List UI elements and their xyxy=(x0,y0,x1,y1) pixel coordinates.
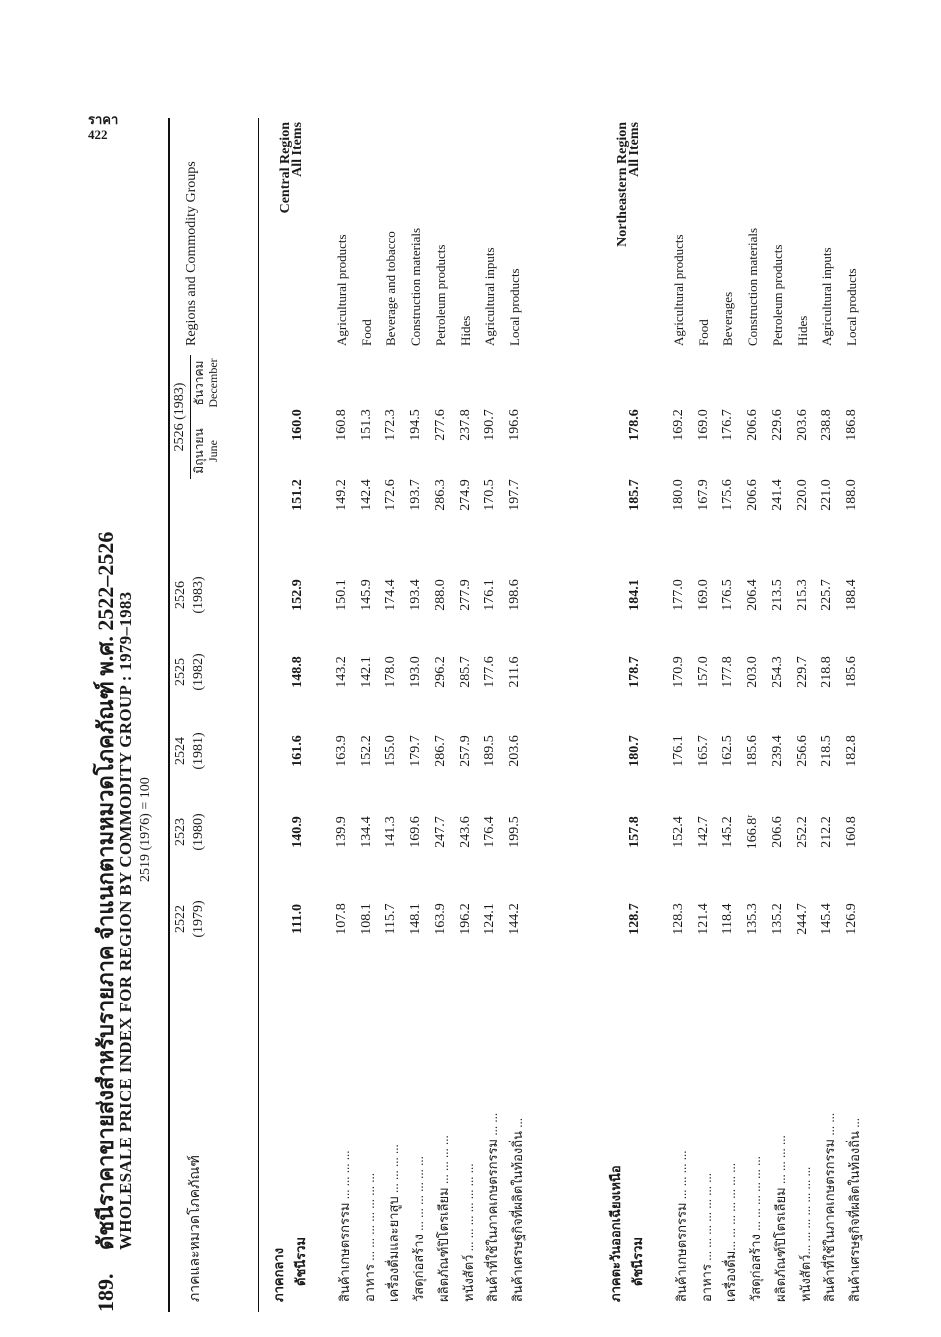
table-cell: 196.6 xyxy=(506,409,522,441)
table-cell: 115.7 xyxy=(383,903,399,935)
table-cell: 203.0 xyxy=(745,656,761,688)
table-cell: 199.5 xyxy=(506,816,522,848)
table-cell: 206.4 xyxy=(745,579,761,611)
table-cell: 155.0 xyxy=(383,735,399,767)
table-cell: 206.6 xyxy=(745,409,761,441)
header-top-rule xyxy=(168,118,170,1312)
december-header: ธันวาคม December xyxy=(192,358,220,408)
commodity-label-english: Construction materials xyxy=(745,227,761,346)
table-cell: 180.0 xyxy=(671,479,686,511)
table-cell: 151.3 xyxy=(358,409,374,441)
table-cell: 193.4 xyxy=(408,579,424,611)
page-label: ราคา xyxy=(88,112,119,127)
table-cell: 274.9 xyxy=(457,479,473,511)
table-cell: 218.8 xyxy=(819,656,835,688)
table-cell: 221.0 xyxy=(819,479,835,511)
table-cell: 198.6 xyxy=(506,579,522,611)
region-name-thai: ภาคกลาง xyxy=(271,1247,286,1302)
table-cell: 172.3 xyxy=(383,409,399,441)
table-cell: 148.8 xyxy=(290,656,305,688)
commodity-label-thai: สินค้าเกษตรกรรม ... ... ... ... xyxy=(337,1150,352,1302)
header-left: ภาคและหมวดโภคภัณฑ์ xyxy=(188,1155,203,1302)
table-cell: 128.3 xyxy=(671,903,686,935)
table-cell: 124.1 xyxy=(482,903,498,935)
table-cell: 167.9 xyxy=(695,479,711,511)
all-items-label-thai: ดัชนีรวม xyxy=(293,1236,308,1286)
table-cell: 169.0 xyxy=(695,579,711,611)
commodity-label-thai: ผลิตภัณฑ์ปิโตรเลียม ... ... ... ... xyxy=(435,1135,451,1302)
table-cell: 185.6 xyxy=(843,656,859,688)
table-cell: 193.0 xyxy=(408,656,424,688)
table-cell: 142.7 xyxy=(695,816,711,848)
table-cell: 162.5 xyxy=(720,735,736,767)
table-cell: 170.5 xyxy=(482,479,498,511)
table-cell: 213.5 xyxy=(769,579,785,611)
table-cell: 142.1 xyxy=(358,656,374,688)
table-cell: 238.8 xyxy=(819,409,835,441)
commodity-label-english: Local products xyxy=(506,268,522,346)
table-cell: 169.2 xyxy=(671,409,686,441)
table-cell: 152.9 xyxy=(290,579,305,611)
table-cell: 197.7 xyxy=(506,479,522,511)
table-cell: 288.0 xyxy=(432,579,448,611)
commodity-label-english: Petroleum products xyxy=(432,244,448,346)
table-cell: 165.7 xyxy=(695,735,711,767)
june-header: มิถุนายน June xyxy=(192,428,220,474)
commodity-label-english: Hides xyxy=(794,315,810,346)
table-cell: 286.7 xyxy=(432,735,448,767)
commodity-label-thai: สินค้าเศรษฐกิจที่ผลิตในท้องถิ่น ... xyxy=(509,1117,525,1302)
year-header: 2526 (1983) xyxy=(173,576,206,614)
table-cell: 145.2 xyxy=(720,816,736,848)
table-cell: 160.8 xyxy=(843,816,859,848)
table-cell: 175.6 xyxy=(720,479,736,511)
commodity-label-thai: เครื่องดื่มและยาสูบ ... ... ... ... xyxy=(386,1144,402,1302)
table-title-thai: 189.ดัชนีราคาขายส่งสำหรับรายภาค จำแนกตามหมวดโภคภัณฑ์ พ.ศ. 2522–2526 xyxy=(93,531,118,1312)
commodity-label-thai: สินค้าเกษตรกรรม ... ... ... ... xyxy=(674,1150,689,1302)
table-cell: 185.7 xyxy=(627,479,642,511)
table-cell: 160.8 xyxy=(334,409,349,441)
table-cell: 140.9 xyxy=(290,816,305,848)
table-cell: 143.2 xyxy=(334,656,349,688)
table-cell: 179.7 xyxy=(408,735,424,767)
commodity-label-english: Agricultural inputs xyxy=(482,247,498,346)
commodity-label-english: Local products xyxy=(843,268,859,346)
table-cell: 188.4 xyxy=(843,579,859,611)
table-cell: 144.2 xyxy=(506,903,522,935)
table-cell: 111.0 xyxy=(290,904,305,934)
commodity-label-english: Agricultural inputs xyxy=(819,247,835,346)
table-cell: 244.7 xyxy=(794,903,810,935)
table-cell: 215.3 xyxy=(794,579,810,611)
rotated-table-page xyxy=(78,112,941,1312)
base-year: 2519 (1976) = 100 xyxy=(138,777,153,882)
table-cell: 247.7 xyxy=(432,816,448,848)
table-cell: 135.2 xyxy=(769,903,785,935)
table-cell: 169.6 xyxy=(408,816,424,848)
table-cell: 152.2 xyxy=(358,735,374,767)
commodity-label-thai: หนังสัตว์ ... ... ... ... ... ... ... xyxy=(460,1163,476,1302)
header-bottom-rule xyxy=(258,118,259,1312)
table-cell: 126.9 xyxy=(843,903,859,935)
table-cell: 285.7 xyxy=(457,656,473,688)
commodity-label-thai: อาหาร ... ... ... ... ... ... ... xyxy=(698,1173,714,1302)
page-number: 422 xyxy=(88,127,108,142)
commodity-label-thai: สินค้าที่ใช้ในภาคเกษตรกรรม ... ... xyxy=(822,1112,838,1302)
table-cell: 229.7 xyxy=(794,656,810,688)
commodity-label-english: Beverages xyxy=(720,291,736,346)
table-cell: 134.4 xyxy=(358,816,374,848)
year-header: 2525 (1982) xyxy=(173,653,206,691)
table-cell: 190.7 xyxy=(482,409,498,441)
table-cell: 178.0 xyxy=(383,656,399,688)
all-items-label-thai: ดัชนีรวม xyxy=(630,1236,645,1286)
table-cell: 178.7 xyxy=(627,656,642,688)
table-cell: 145.9 xyxy=(358,579,374,611)
table-cell: 145.4 xyxy=(819,903,835,935)
table-cell: 286.3 xyxy=(432,479,448,511)
table-cell: 193.7 xyxy=(408,479,424,511)
table-cell: 206.6 xyxy=(745,479,761,511)
commodity-label-english: Petroleum products xyxy=(769,244,785,346)
table-cell: 163.9 xyxy=(334,735,349,767)
table-cell: 176.1 xyxy=(671,735,686,767)
table-cell: 256.6 xyxy=(794,735,810,767)
table-cell: 239.4 xyxy=(769,735,785,767)
table-cell: 188.0 xyxy=(843,479,859,511)
table-cell: 189.5 xyxy=(482,735,498,767)
commodity-label-thai: หนังสัตว์... ... ... ... ... ... ... xyxy=(797,1166,813,1302)
table-cell: 139.9 xyxy=(334,816,349,848)
table-cell: 218.5 xyxy=(819,735,835,767)
table-cell: 186.8 xyxy=(843,409,859,441)
table-cell: 212.2 xyxy=(819,816,835,848)
table-cell: 220.0 xyxy=(794,479,810,511)
table-cell: 182.8 xyxy=(843,735,859,767)
commodity-label-thai: อาหาร ... ... ... ... ... ... ... xyxy=(361,1173,377,1302)
table-cell: 172.6 xyxy=(383,479,399,511)
all-items-label-english: All Items xyxy=(290,122,305,177)
table-cell: 149.2 xyxy=(334,479,349,511)
table-cell: 128.7 xyxy=(627,903,642,935)
table-cell: 203.6 xyxy=(794,409,810,441)
table-cell: 252.2 xyxy=(794,816,810,848)
commodity-label-english: Construction materials xyxy=(408,227,424,346)
commodity-label-thai: วัสดุก่อสร้าง ... ... ... ... ... ... xyxy=(748,1156,764,1302)
region-name-english: Central Region xyxy=(278,122,293,214)
table-cell: 176.5 xyxy=(720,579,736,611)
table-cell: 141.3 xyxy=(383,816,399,848)
table-cell: 121.4 xyxy=(695,903,711,935)
commodity-label-english: Agricultural products xyxy=(334,234,349,346)
table-cell: 174.4 xyxy=(383,579,399,611)
table-cell: 157.0 xyxy=(695,656,711,688)
table-cell: 166.8ʳ xyxy=(745,814,761,850)
table-cell: 107.8 xyxy=(334,903,349,935)
table-cell: 151.2 xyxy=(290,479,305,511)
all-items-label-english: All Items xyxy=(627,122,642,177)
commodity-label-thai: สินค้าที่ใช้ในภาคเกษตรกรรม ... ... xyxy=(485,1112,501,1302)
table-cell: 170.9 xyxy=(671,656,686,688)
header-right: Regions and Commodity Groups xyxy=(184,161,199,346)
commodity-label-thai: สินค้าเศรษฐกิจที่ผลิตในท้องถิ่น ... xyxy=(846,1117,862,1302)
year-header: 2523 (1980) xyxy=(173,813,206,851)
region-name-thai: ภาคตะวันออกเฉียงเหนือ xyxy=(608,1165,623,1302)
commodity-label-english: Beverage and tobacco xyxy=(383,231,399,346)
table-cell: 277.6 xyxy=(432,409,448,441)
table-cell: 177.8 xyxy=(720,656,736,688)
table-cell: 225.7 xyxy=(819,579,835,611)
table-cell: 194.5 xyxy=(408,409,424,441)
table-cell: 160.0 xyxy=(290,409,305,441)
table-cell: 180.7 xyxy=(627,735,642,767)
table-cell: 229.6 xyxy=(769,409,785,441)
commodity-label-thai: เครื่องดื่ม... ... ... ... ... ... ... xyxy=(723,1162,739,1302)
commodity-label-thai: ผลิตภัณฑ์ปิโตรเลียม ... ... ... ... xyxy=(772,1135,788,1302)
region-name-english: Northeastern Region xyxy=(615,122,630,247)
year-header: 2524 (1981) xyxy=(173,732,206,770)
commodity-label-english: Food xyxy=(358,319,374,346)
table-cell: 142.4 xyxy=(358,479,374,511)
table-cell: 118.4 xyxy=(720,903,736,935)
table-cell: 178.6 xyxy=(627,409,642,441)
table-cell: 257.9 xyxy=(457,735,473,767)
commodity-label-english: Food xyxy=(695,319,711,346)
table-cell: 237.8 xyxy=(457,409,473,441)
table-cell: 176.7 xyxy=(720,409,736,441)
table-cell: 108.1 xyxy=(358,903,374,935)
table-cell: 152.4 xyxy=(671,816,686,848)
table-cell: 161.6 xyxy=(290,735,305,767)
table-cell: 296.2 xyxy=(432,656,448,688)
table-cell: 135.3 xyxy=(745,903,761,935)
commodity-label-english: Hides xyxy=(457,315,473,346)
table-number: 189. xyxy=(93,1273,118,1312)
table-cell: 184.1 xyxy=(627,579,642,611)
table-cell: 148.1 xyxy=(408,903,424,935)
commodity-label-thai: วัสดุก่อสร้าง ... ... ... ... ... ... xyxy=(411,1156,427,1302)
table-cell: 185.6 xyxy=(745,735,761,767)
group-year-header: 2526 (1983) xyxy=(172,382,187,452)
table-cell: 206.6 xyxy=(769,816,785,848)
table-cell: 177.6 xyxy=(482,656,498,688)
table-cell: 177.0 xyxy=(671,579,686,611)
commodity-label-english: Agricultural products xyxy=(671,234,686,346)
table-cell: 157.8 xyxy=(627,816,642,848)
table-cell: 176.1 xyxy=(482,579,498,611)
table-cell: 196.2 xyxy=(457,903,473,935)
table-cell: 163.9 xyxy=(432,903,448,935)
table-cell: 254.3 xyxy=(769,656,785,688)
table-cell: 169.0 xyxy=(695,409,711,441)
table-cell: 277.9 xyxy=(457,579,473,611)
table-cell: 150.1 xyxy=(334,579,349,611)
group-2526-rule xyxy=(190,355,191,479)
table-cell: 241.4 xyxy=(769,479,785,511)
year-header: 2522 (1979) xyxy=(173,900,206,938)
table-cell: 243.6 xyxy=(457,816,473,848)
table-cell: 211.6 xyxy=(506,656,522,688)
table-title-english: WHOLESALE PRICE INDEX FOR REGION BY COMMODITY GROUP : 1979–1983 xyxy=(116,591,135,1250)
table-cell: 176.4 xyxy=(482,816,498,848)
table-cell: 203.6 xyxy=(506,735,522,767)
